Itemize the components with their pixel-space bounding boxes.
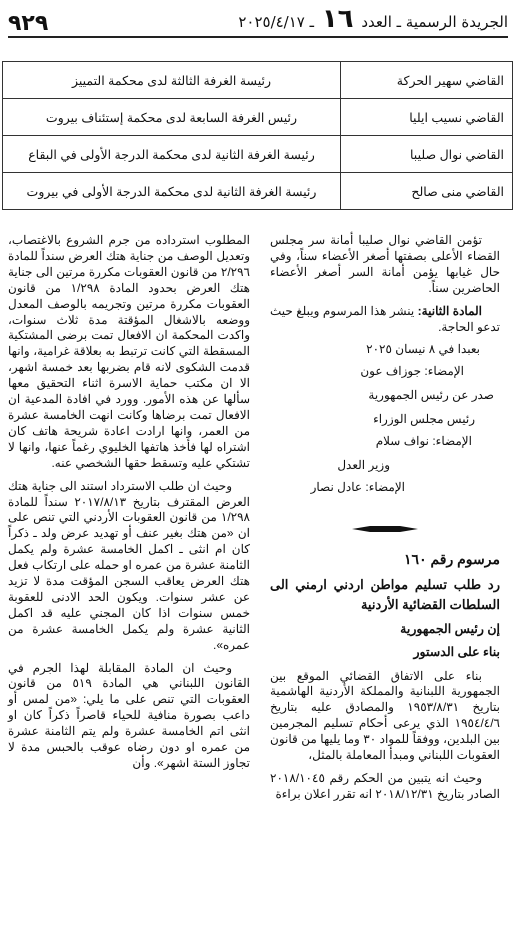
page-number: ٩٢٩ <box>8 11 49 36</box>
table-row <box>3 99 513 136</box>
left-column <box>8 233 250 779</box>
judgment-paragraph: وحيث انه يتبين من الحكم رقم ٢٠١٨/١٠٤٥ الصادر بتاريخ ٢٠١٨/١٢/٣١ انه تقرر اعلان براءة <box>270 770 500 801</box>
lebanon-law-paragraph: وحيث ان المادة المقابلة لهذا الجرم في القانون اللبناني هي المادة ٥١٩ من قانون العقوبات التي تنص على ما يلي: «من لمس أو داعب بصورة منافية للحياء قاصراً ذكراً كان او انثى اتم الخامسة عشرة ولم يتم الثامنة عشرة من عمره او دون رضاه عوقب بالحبس مدة لا تجاوز الستة اشهر». وأن <box>8 660 250 770</box>
extradition-paragraph: المطلوب استرداده من جرم الشروع بالاغتصاب، وتعديل الوصف من جناية هتك العرض سنداً للمادة ٢/٢٩٦ من قانون العقوبات مكررة مرتين الى جناية هتك العرض بحدود المادة ١/٢٩٨ من قانون العقوبات مكررة مرتين وتجريمه بالوصف المعدل ووضعه بالاشغال المؤقتة مدة ثلاث سنوات، واكدت المحكمة ان الافعال تمت برضى المشتكية المسقطة التي كانت ترتبط به بعلاقة غرامية، وانها قدمت الشكوى لانه قام بضربها بعد خمسة اشهر، الا ان مكتب حماية الاسرة اثناء التحقيق معها سألها عن هذه الأمور. وورد في افادة المدعية ان الافعال تمت برضاها وكانت انهت الخامسة عشرة من العمر، وانها ارادت اعادة شريحة هاتف كان اشتراه لها فأخذ هاتفها الخليوي رغماً عنها، وانها لا تشتكي عليه وتسقط حقها الشخصي عنه. <box>8 233 250 470</box>
judge-name: القاضي منى صالح <box>341 173 513 210</box>
judge-role: رئيس الغرفة السابعة لدى محكمة إستئناف بيروت <box>3 99 341 136</box>
signature-salam: الإمضاء: نواف سلام <box>375 434 472 449</box>
article-two-text: ينشر هذا المرسوم ويبلغ حيث تدعو الحاجة. <box>270 303 500 334</box>
judge-name: القاضي سهير الحركة <box>341 62 513 99</box>
divider-ornament-icon <box>352 523 418 535</box>
decree-title: رد طلب تسليم مواطن اردني ارمني الى السلطات القضائية الأردنية <box>270 576 500 612</box>
right-column <box>270 233 500 810</box>
table-row <box>3 62 513 99</box>
article-two <box>270 304 500 336</box>
judge-name: القاضي نسيب ايليا <box>341 99 513 136</box>
secretary-paragraph: تؤمن القاضي نوال صليبا أمانة سر مجلس القضاء الأعلى بصفتها أصغر الأعضاء سناً، وفي حال غيابها يؤمن أمانة السر أصغر الأعضاء الحاضرين سناً. <box>270 233 500 295</box>
decree-date: بعبدا في ٨ نيسان ٢٠٢٥ <box>366 342 480 357</box>
signature-aoun: الإمضاء: جوزاف عون <box>360 364 464 379</box>
judge-name: القاضي نوال صليبا <box>341 136 513 173</box>
issue-number: ١٦ <box>321 4 354 34</box>
judge-role: رئيسة الغرفة الثانية لدى محكمة الدرجة الأولى في البقاع <box>3 136 341 173</box>
gazette-name: الجريدة الرسمية ـ العدد <box>361 13 508 31</box>
signature-nassar: الإمضاء: عادل نصار <box>310 479 405 494</box>
issued-by-line: صدر عن رئيس الجمهورية <box>368 388 494 403</box>
article-two-label: المادة الثانية: <box>417 303 482 318</box>
judges-table <box>2 61 513 210</box>
decree-number: مرسوم رقم ١٦٠ <box>404 550 500 567</box>
header-title <box>238 4 508 36</box>
issue-date: ـ ٢٠٢٥/٤/١٧ <box>238 13 315 31</box>
table-row <box>3 173 513 210</box>
jordan-law-paragraph: وحيث ان طلب الاسترداد استند الى جناية هتك العرض المقترف بتاريخ ٢٠١٧/٨/١٣ سنداً للمادة ١/٢٩٨ من قانون العقوبات الأردني التي تنص على ان «من هتك بغير عنف أو تهديد عرض ولد ـ ذكراً كان ام انثى ـ اكمل الخامسة عشرة ولم يكمل الثامنة عشرة من عمره او حمله على ارتكاب فعل هتك العرض يعاقب السجن المؤقت مدة لا تزيد عن عشر سنوات. ويكون الحد الادنى للعقوبة خمس سنوات اذا كان المجني عليه قد اكمل الثانية عشرة ولم يكمل الخامسة عشرة من عمره». <box>8 478 250 652</box>
pm-title: رئيس مجلس الوزراء <box>373 412 475 427</box>
section-divider <box>270 520 500 538</box>
justice-minister-title: وزير العدل <box>337 457 390 472</box>
table-row <box>3 136 513 173</box>
signature-block <box>270 342 500 495</box>
president-line: إن رئيس الجمهورية <box>400 621 500 636</box>
constitution-line: بناء على الدستور <box>413 644 500 659</box>
judge-role: رئيسة الغرفة الثانية لدى محكمة الدرجة الأولى في بيروت <box>3 173 341 210</box>
gazette-header <box>8 6 508 38</box>
judge-role: رئيسة الغرفة الثالثة لدى محكمة التمييز <box>3 62 341 99</box>
agreement-paragraph: بناء على الاتفاق القضائي الموقع بين الجمهورية اللبنانية والمملكة الأردنية الهاشمية بتاريخ ١٩٥٣/٨/٣١ والمصادق عليه بتاريخ ١٩٥٤/٤/٦ الذي يرعى أحكام تسليم المجرمين بين البلدين، ووفقاً للمواد ٣٠ وما يليها من قانون العقوبات اللبناني ومبدأ المعاملة بالمثل، <box>270 668 500 763</box>
